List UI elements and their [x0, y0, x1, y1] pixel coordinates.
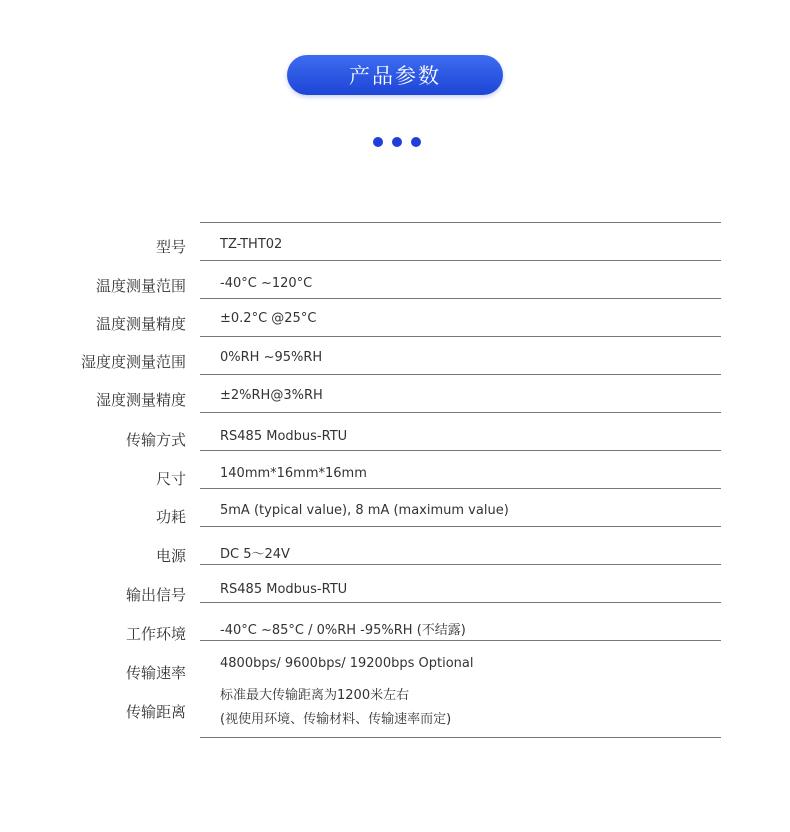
- section-title-pill: [287, 55, 503, 95]
- row-divider: [200, 374, 721, 375]
- row-divider: [200, 564, 721, 565]
- spec-label: 电源: [155, 547, 186, 565]
- spec-label: 输出信号: [125, 586, 186, 604]
- spec-value: 0%RH ~95%RH: [220, 350, 323, 365]
- spec-label: 传输距离: [125, 703, 186, 721]
- row-divider: [200, 450, 721, 451]
- row-divider: [200, 260, 721, 261]
- spec-label: 湿度测量精度: [95, 391, 186, 409]
- spec-value: 140mm*16mm*16mm: [220, 466, 367, 481]
- row-divider: [200, 488, 721, 489]
- spec-value: ±2%RH@3%RH: [220, 388, 323, 403]
- spec-label: 湿度度测量范围: [80, 353, 186, 371]
- spec-value: RS485 Modbus-RTU: [220, 429, 348, 444]
- spec-value: 5mA (typical value), 8 mA (maximum value): [220, 503, 509, 518]
- spec-value: 4800bps/ 9600bps/ 19200bps Optional: [220, 656, 474, 671]
- spec-label: 温度测量范围: [95, 277, 186, 295]
- spec-value-line: 标准最大传输距离为1200米左右: [220, 688, 410, 703]
- dot-icon: [411, 137, 421, 147]
- row-divider: [200, 298, 721, 299]
- spec-value: RS485 Modbus-RTU: [220, 582, 348, 597]
- row-divider: [200, 640, 721, 641]
- spec-label: 功耗: [155, 508, 186, 526]
- spec-value: TZ-THT02: [220, 237, 283, 252]
- spec-label: 尺寸: [155, 470, 186, 488]
- spec-value: -40°C ~120°C: [220, 276, 313, 291]
- row-divider: [200, 412, 721, 413]
- row-divider: [200, 336, 721, 337]
- spec-label: 工作环境: [125, 625, 186, 643]
- spec-label: 传输速率: [125, 664, 186, 682]
- spec-value: DC 5〜24V: [220, 547, 290, 562]
- spec-value-multiline: [220, 684, 451, 732]
- row-divider: [200, 737, 721, 738]
- spec-label: 型号: [155, 238, 186, 256]
- dot-icon: [373, 137, 383, 147]
- table-top-divider: [200, 222, 721, 223]
- row-divider: [200, 602, 721, 603]
- spec-value: ±0.2°C @25°C: [220, 311, 317, 326]
- spec-label: 传输方式: [125, 431, 186, 449]
- decorative-dots: [373, 137, 421, 147]
- spec-value-line: (视使用环境、传输材料、传输速率而定): [220, 712, 452, 727]
- dot-icon: [392, 137, 402, 147]
- spec-value: -40°C ~85°C / 0%RH -95%RH (不结露): [220, 623, 466, 638]
- section-title: 产品参数: [349, 64, 441, 88]
- row-divider: [200, 526, 721, 527]
- spec-label: 温度测量精度: [95, 315, 186, 333]
